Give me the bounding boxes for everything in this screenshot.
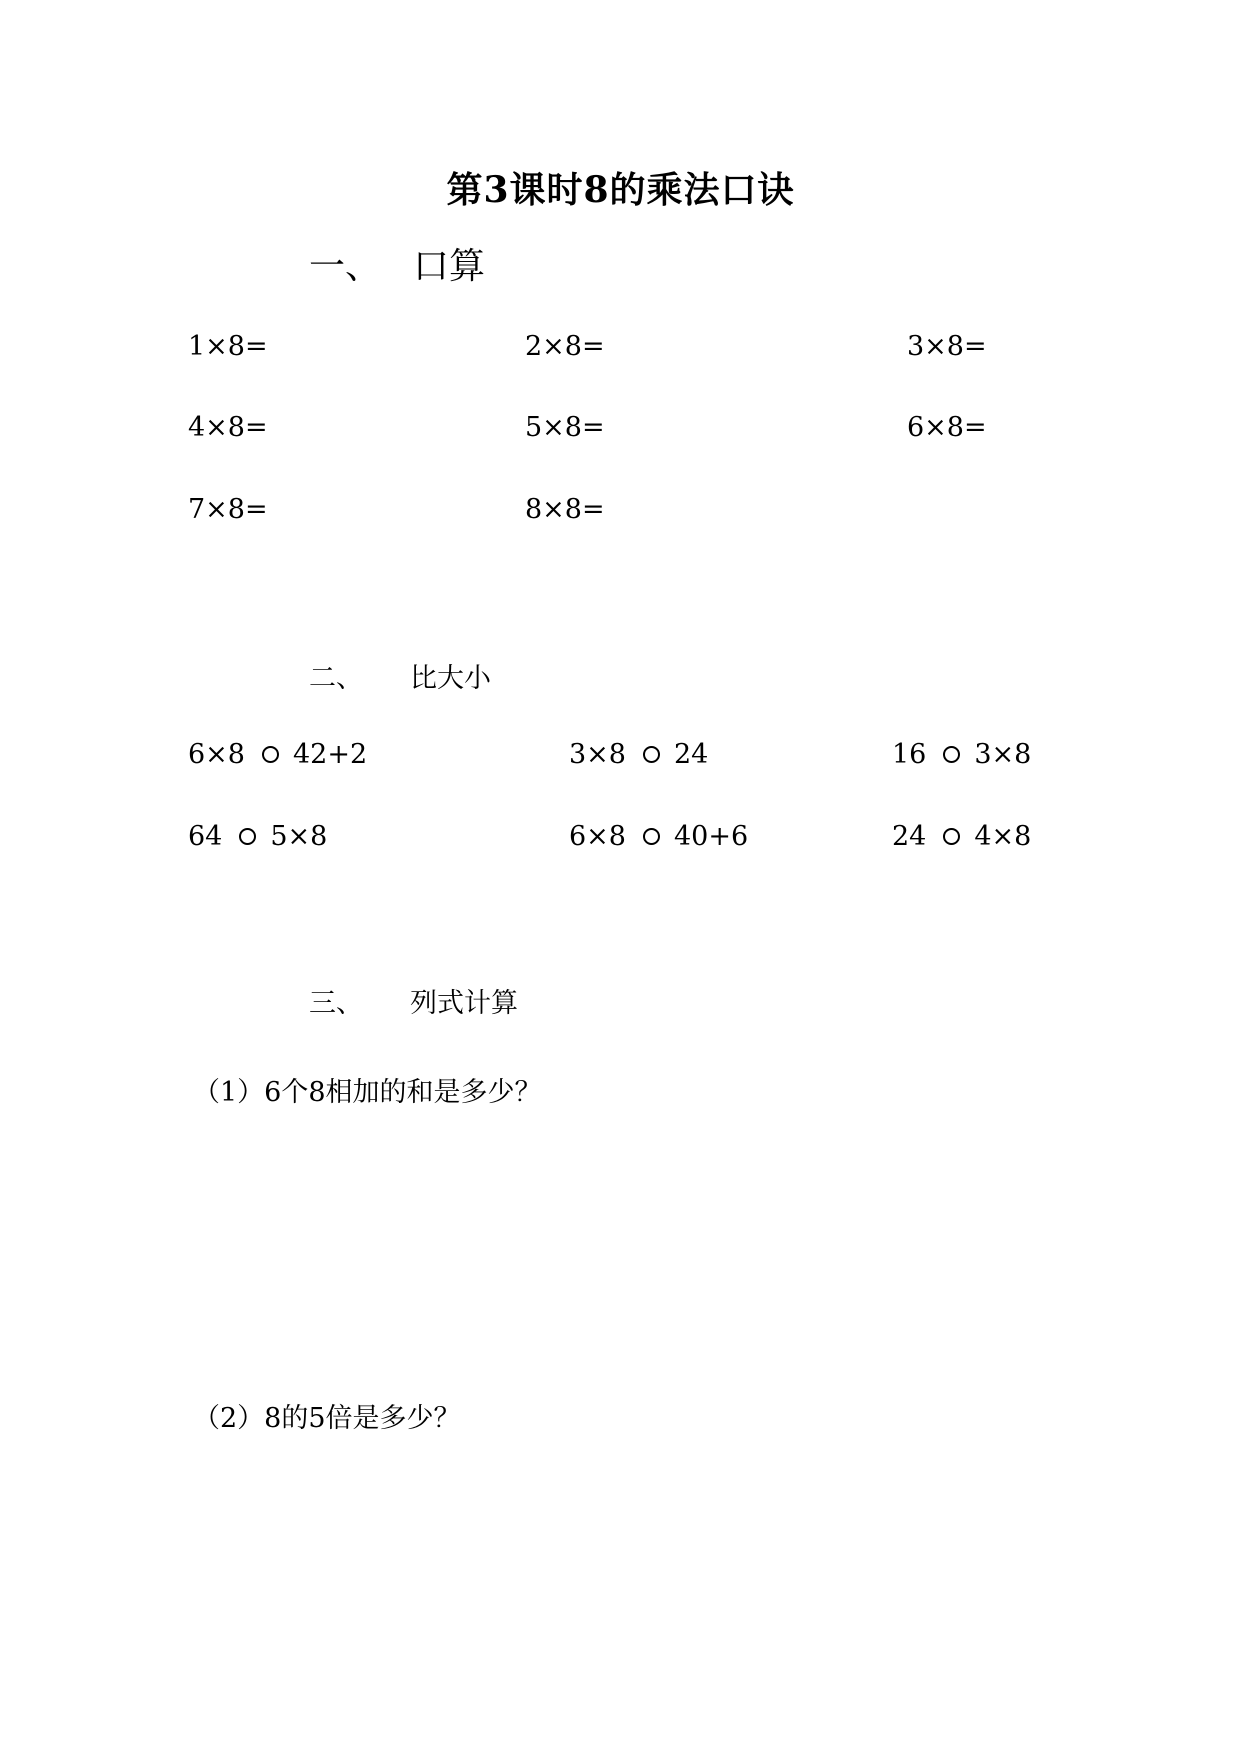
oral-calc-item: 8×8=	[525, 494, 605, 525]
section3-heading: 列式计算	[410, 988, 518, 1019]
compare-left: 24	[892, 821, 927, 852]
section1-heading: 口算	[413, 246, 486, 287]
oral-calc-item: 5×8=	[525, 412, 605, 443]
page-title: 第3课时8的乘法口诀	[446, 169, 795, 211]
answer-circle[interactable]	[239, 828, 256, 845]
compare-left: 3×8	[569, 739, 626, 770]
compare-left: 6×8	[569, 821, 626, 852]
compare-item	[892, 821, 1031, 852]
compare-item	[569, 739, 708, 770]
oral-calc-item: 7×8=	[188, 494, 268, 525]
compare-item	[188, 739, 367, 770]
compare-right: 42+2	[292, 739, 368, 770]
word-problem-1: （1）6个8相加的和是多少？	[193, 1077, 542, 1108]
answer-circle[interactable]	[262, 746, 279, 763]
compare-left: 64	[188, 821, 223, 852]
section2-number: 二、	[309, 663, 363, 694]
oral-calc-item: 4×8=	[188, 412, 268, 443]
compare-right: 24	[673, 739, 709, 770]
compare-right: 4×8	[974, 821, 1032, 852]
answer-circle[interactable]	[943, 828, 960, 845]
section1-number: 一、	[309, 246, 382, 287]
compare-right: 40+6	[673, 821, 749, 852]
oral-calc-item: 2×8=	[525, 331, 605, 362]
section3-number: 三、	[309, 988, 363, 1019]
compare-right: 3×8	[974, 739, 1032, 770]
compare-item	[892, 739, 1031, 770]
answer-circle[interactable]	[643, 746, 660, 763]
answer-circle[interactable]	[643, 828, 660, 845]
compare-left: 6×8	[188, 739, 245, 770]
oral-calc-item: 6×8=	[907, 412, 987, 443]
oral-calc-item: 1×8=	[188, 331, 268, 362]
compare-item	[569, 821, 748, 852]
compare-right: 5×8	[270, 821, 328, 852]
compare-item	[188, 821, 327, 852]
answer-circle[interactable]	[943, 746, 960, 763]
compare-left: 16	[892, 739, 927, 770]
word-problem-2: （2）8的5倍是多少？	[193, 1403, 461, 1434]
section2-heading: 比大小	[410, 663, 491, 694]
oral-calc-item: 3×8=	[907, 331, 987, 362]
